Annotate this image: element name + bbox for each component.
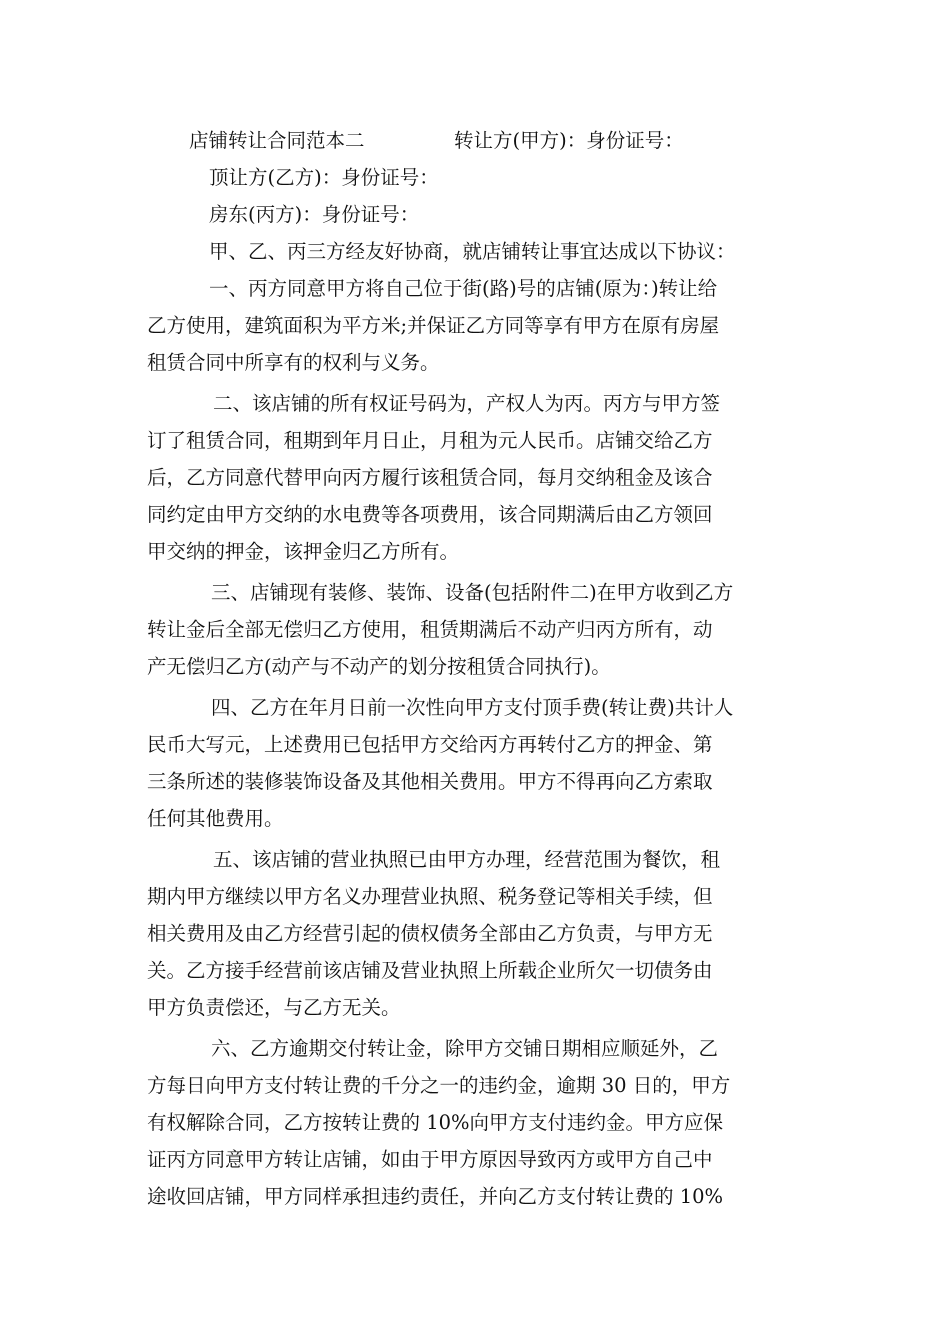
party-b-line: 顶让方(乙方)：身份证号： <box>209 166 439 189</box>
clause-5-line: 关。乙方接手经营前该店铺及营业执照上所载企业所欠一切债务由 <box>147 959 713 982</box>
clause-6-line: 方每日向甲方支付转让费的千分之一的违约金，逾期 30 日的，甲方 <box>147 1074 731 1097</box>
header-line <box>147 122 810 159</box>
clause-6 <box>147 1030 810 1215</box>
clause-4 <box>147 689 810 837</box>
clause-5-line: 五、该店铺的营业执照已由甲方办理，经营范围为餐饮，租 <box>213 848 721 871</box>
clause-4-line: 任何其他费用。 <box>147 807 284 830</box>
clause-2-line: 同约定由甲方交纳的水电费等各项费用，该合同期满后由乙方领回 <box>147 503 713 526</box>
clause-1-line: 一、丙方同意甲方将自己位于街(路)号的店铺(原为：)转让给 <box>209 277 718 300</box>
clause-6-line: 六、乙方逾期交付转让金，除甲方交铺日期相应顺延外，乙 <box>211 1037 719 1060</box>
clause-6-line: 证丙方同意甲方转让店铺，如由于甲方原因导致丙方或甲方自己中 <box>147 1148 713 1171</box>
party-c-line: 房东(丙方)：身份证号： <box>209 203 420 226</box>
clause-4-line: 民币大写元，上述费用已包括甲方交给丙方再转付乙方的押金、第 <box>147 733 713 756</box>
clause-5-line: 期内甲方继续以甲方名义办理营业执照、税务登记等相关手续，但 <box>147 885 713 908</box>
clause-3-line: 产无偿归乙方(动产与不动产的划分按租赁合同执行)。 <box>147 655 611 678</box>
clause-2-line: 订了租赁合同，租期到年月日止，月租为元人民币。店铺交给乙方 <box>147 429 713 452</box>
clause-5-line: 相关费用及由乙方经营引起的债权债务全部由乙方负责，与甲方无 <box>147 922 713 945</box>
clause-3-line: 转让金后全部无偿归乙方使用，租赁期满后不动产归丙方所有，动 <box>147 618 713 641</box>
clause-2-line: 二、该店铺的所有权证号码为，产权人为丙。丙方与甲方签 <box>213 392 721 415</box>
document-title: 店铺转让合同范本二 <box>189 129 365 152</box>
clause-2-line: 甲交纳的押金，该押金归乙方所有。 <box>147 540 460 563</box>
clause-2 <box>147 385 810 570</box>
intro-line: 甲、乙、丙三方经友好协商，就店铺转让事宜达成以下协议： <box>209 240 736 263</box>
clause-6-line: 途收回店铺，甲方同样承担违约责任，并向乙方支付转让费的 10% <box>147 1185 724 1208</box>
clause-4-line: 三条所述的装修装饰设备及其他相关费用。甲方不得再向乙方索取 <box>147 770 713 793</box>
clause-6-line: 有权解除合同，乙方按转让费的 10%向甲方支付违约金。甲方应保 <box>147 1111 724 1134</box>
clause-1 <box>147 270 810 381</box>
clause-1-line: 乙方使用，建筑面积为平方米;并保证乙方同等享有甲方在原有房屋 <box>147 314 720 337</box>
clause-3 <box>147 574 810 685</box>
clause-3-line: 三、店铺现有装修、装饰、设备(包括附件二)在甲方收到乙方 <box>211 581 734 604</box>
clause-4-line: 四、乙方在年月日前一次性向甲方支付顶手费(转让费)共计人 <box>211 696 734 719</box>
clause-5-line: 甲方负责偿还，与乙方无关。 <box>147 996 401 1019</box>
clause-5 <box>147 841 810 1026</box>
party-a-line: 转让方(甲方)：身份证号： <box>454 129 684 152</box>
clause-1-line: 租赁合同中所享有的权利与义务。 <box>147 351 440 374</box>
clause-2-line: 后，乙方同意代替甲向丙方履行该租赁合同，每月交纳租金及该合 <box>147 466 713 489</box>
